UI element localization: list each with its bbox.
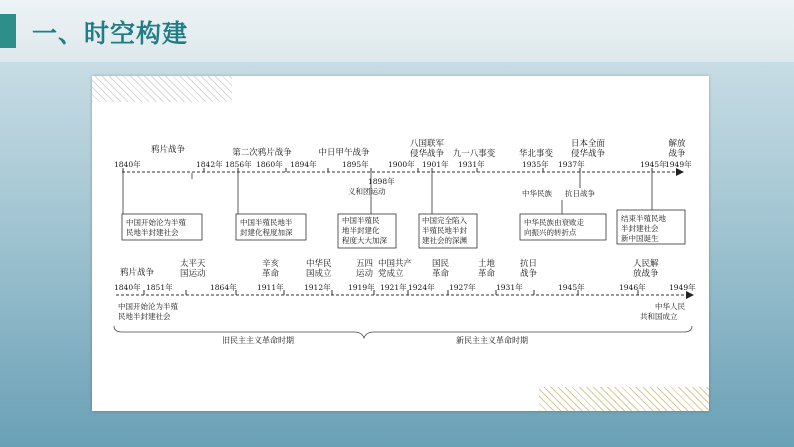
event-eight-nation-alliance: 八国联军 — [409, 139, 445, 149]
event2-national-rev-2: 革命 — [432, 269, 450, 279]
timeline-card — [92, 76, 709, 411]
year-1901: 1901年 — [422, 160, 449, 169]
box4-line1: 中国完全陷入 — [422, 216, 467, 225]
box4-line2: 半殖民地半封 — [422, 226, 467, 235]
year2-1864: 1864年 — [210, 283, 237, 292]
event2-land-rev-1: 土地 — [478, 259, 496, 269]
year2-1946: 1946年 — [619, 283, 646, 292]
year-1898: 1898年 — [368, 177, 395, 186]
year2-1921: 1921年 — [380, 283, 407, 292]
year2-1927: 1927年 — [449, 283, 476, 292]
event2-anti-japan-2: 战争 — [520, 269, 538, 279]
year-1900: 1900年 — [388, 160, 415, 169]
event-liberation-war-2: 战争 — [668, 149, 686, 159]
box6-line1: 结束半殖民地 — [621, 214, 666, 223]
event2-ccp-1: 中国共产 — [378, 259, 413, 269]
year2-1949: 1949年 — [669, 283, 696, 292]
event-full-invasion-2: 侵华战争 — [570, 149, 606, 159]
timeline-diagram — [92, 76, 709, 411]
timeline1-boxes — [122, 210, 685, 248]
event-second-opium-war: 第二次鸦片战争 — [232, 148, 292, 158]
year-1931: 1931年 — [458, 160, 485, 169]
period-old-democratic: 旧民主主义革命时期 — [222, 336, 294, 345]
period-new-democratic: 新民主主义革命时期 — [456, 336, 528, 345]
event-sino-japanese-war: 中日甲午战争 — [318, 148, 370, 158]
box1-line1: 中国开始沦为半殖 — [126, 218, 186, 227]
year-1860: 1860年 — [256, 160, 283, 169]
year2-1912: 1912年 — [304, 283, 331, 292]
year-1842: 1842年 — [196, 160, 223, 169]
event2-taiping-2: 国运动 — [180, 269, 206, 279]
box3-line2: 地半封建化 — [342, 226, 380, 235]
event-liberation-war: 解放 — [668, 139, 686, 149]
year2-1840: 1840年 — [114, 283, 141, 292]
event2-may-fourth-2: 运动 — [356, 269, 374, 279]
title-accent-block — [0, 14, 16, 48]
year-1840: 1840年 — [114, 160, 141, 169]
event2-xinhai-2: 革命 — [262, 269, 280, 279]
event2-xinhai-1: 辛亥 — [262, 259, 280, 269]
box5-line2: 向振兴的转折点 — [524, 228, 577, 237]
box3-line3: 程度大大加深 — [342, 236, 387, 245]
year2-1851: 1851年 — [146, 283, 173, 292]
event2-ccp-2: 党成立 — [378, 269, 404, 279]
event2-roc-1: 中华民 — [306, 259, 332, 269]
note-right-line2: 共和国成立 — [640, 312, 678, 321]
year-1894: 1894年 — [290, 160, 317, 169]
note-left-line2: 民地半封建社会 — [118, 312, 171, 321]
year2-1911: 1911年 — [257, 283, 284, 292]
box2-line2: 封建化程度加深 — [240, 228, 293, 237]
year2-1919: 1919年 — [348, 283, 375, 292]
note-left-line1: 中国开始沦为半殖 — [118, 302, 178, 311]
label-chinese-nation: 中华民族 — [522, 189, 552, 198]
year-1937: 1937年 — [558, 160, 585, 169]
event2-liberation-2: 放战争 — [633, 269, 659, 279]
box3-line1: 中国半殖民 — [342, 216, 380, 225]
label-anti-japanese-war: 抗日战争 — [565, 189, 595, 198]
period-brace — [114, 326, 692, 338]
note-right-line1: 中华人民 — [655, 302, 685, 311]
event2-land-rev-2: 革命 — [478, 269, 496, 279]
box5-line1: 中华民族由衰败走 — [524, 218, 584, 227]
event-opium-war: 鸦片战争 — [150, 145, 186, 155]
event-north-china-incident: 华北事变 — [518, 149, 554, 159]
event2-may-fourth-1: 五四 — [356, 259, 374, 269]
event2-national-rev-1: 国民 — [432, 259, 450, 269]
event2-liberation-1: 人民解 — [633, 259, 659, 269]
year2-1924: 1924年 — [408, 283, 435, 292]
year-1856: 1856年 — [225, 160, 252, 169]
year-1949: 1949年 — [665, 160, 692, 169]
year-1935: 1935年 — [522, 160, 549, 169]
box6-line3: 新中国诞生 — [621, 234, 659, 243]
box2-line1: 中国半殖民地半 — [240, 218, 293, 227]
year-1895: 1895年 — [342, 160, 369, 169]
section-title: 一、时空构建 — [32, 19, 189, 48]
year-1945: 1945年 — [640, 160, 667, 169]
event2-roc-2: 国成立 — [306, 269, 332, 279]
box1-line2: 民地半封建社会 — [126, 228, 179, 237]
event-full-invasion: 日本全面 — [570, 139, 606, 149]
box4-line3: 建社会的深渊 — [422, 236, 467, 245]
header-bar — [0, 0, 794, 62]
year2-1945: 1945年 — [558, 283, 585, 292]
event-mukden-incident: 九一八事变 — [452, 149, 496, 159]
event-eight-nation-alliance-2: 侵华战争 — [409, 149, 445, 159]
event2-taiping-1: 太平天 — [180, 259, 206, 269]
event-boxer-movement: 义和团运动 — [348, 187, 386, 196]
event2-anti-japan-1: 抗日 — [520, 259, 538, 269]
box6-line2: 半封建社会 — [621, 224, 659, 233]
year2-1931: 1931年 — [496, 283, 523, 292]
event2-opium-war: 鸦片战争 — [120, 268, 155, 278]
